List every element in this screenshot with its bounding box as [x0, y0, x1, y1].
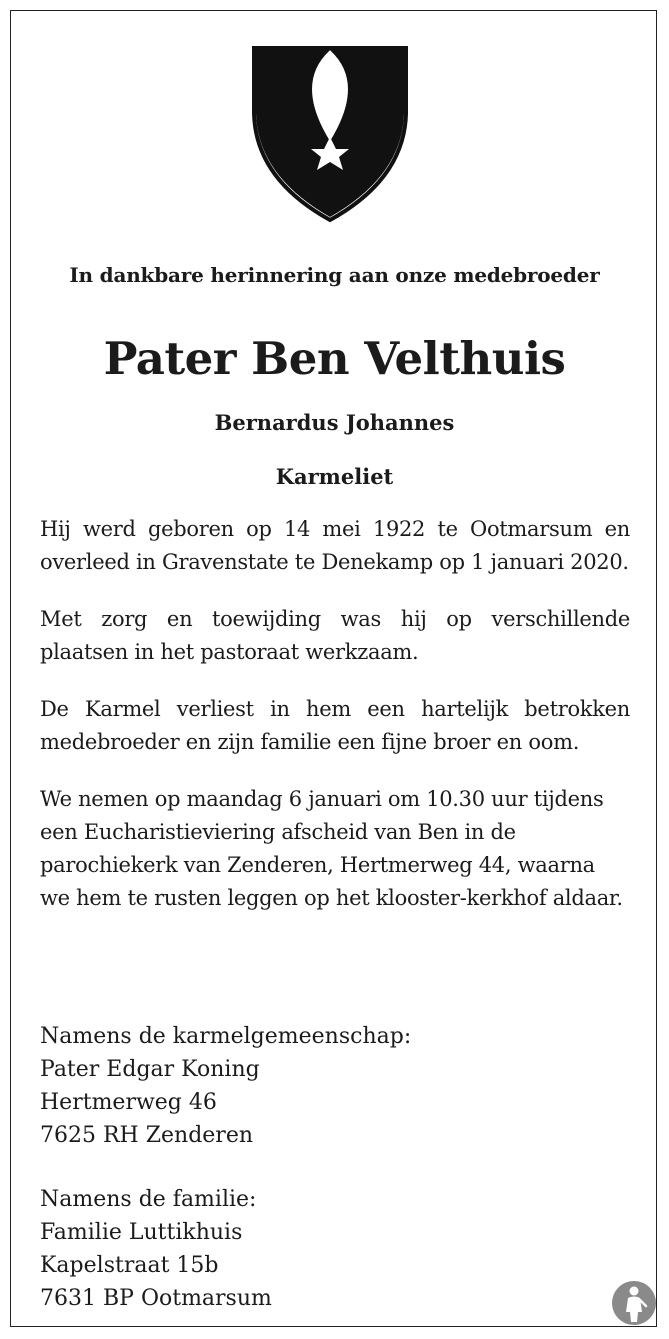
ministry-paragraph: Met zorg en toewijding was hij op verschillende plaatsen in het pastoraat werkzaam. — [40, 607, 630, 664]
notice-body — [40, 513, 630, 939]
religious-order: Karmeliet — [275, 464, 394, 489]
figure-badge-icon — [611, 1280, 657, 1326]
community-name: Pater Edgar Koning — [40, 1057, 260, 1082]
funeral-paragraph: We nemen op maandag 6 januari om 10.30 uur tijdens een Eucharistieviering afscheid van Ben in de parochiekerk van Zenderen, Hertmerweg 44, waarna we hem te rusten leggen op het klooster-kerkhof aldaar. — [40, 787, 623, 910]
loss-paragraph: De Karmel verliest in hem een hartelijk betrokken medebroeder en zijn familie een fijne broer en oom. — [40, 697, 630, 754]
community-heading: Namens de karmelgemeenschap: — [40, 1024, 412, 1049]
birth-death-paragraph: Hij werd geboren op 14 mei 1922 te Ootmarsum en overleed in Gravenstate te Denekamp op 1 januari 2020. — [40, 517, 630, 574]
family-street: Kapelstraat 15b — [40, 1253, 219, 1278]
community-contact — [40, 1020, 600, 1152]
community-city: 7625 RH Zenderen — [40, 1123, 254, 1148]
deceased-name: Pater Ben Velthuis — [103, 332, 566, 385]
family-contact — [40, 1183, 600, 1315]
intro-line: In dankbare herinnering aan onze medebroeder — [69, 263, 600, 287]
given-names: Bernardus Johannes — [214, 410, 455, 435]
family-city: 7631 BP Ootmarsum — [40, 1286, 272, 1311]
family-heading: Namens de familie: — [40, 1187, 257, 1212]
family-name: Familie Luttikhuis — [40, 1220, 243, 1245]
carmelite-crest-icon — [250, 44, 410, 224]
community-street: Hertmerweg 46 — [40, 1090, 217, 1115]
